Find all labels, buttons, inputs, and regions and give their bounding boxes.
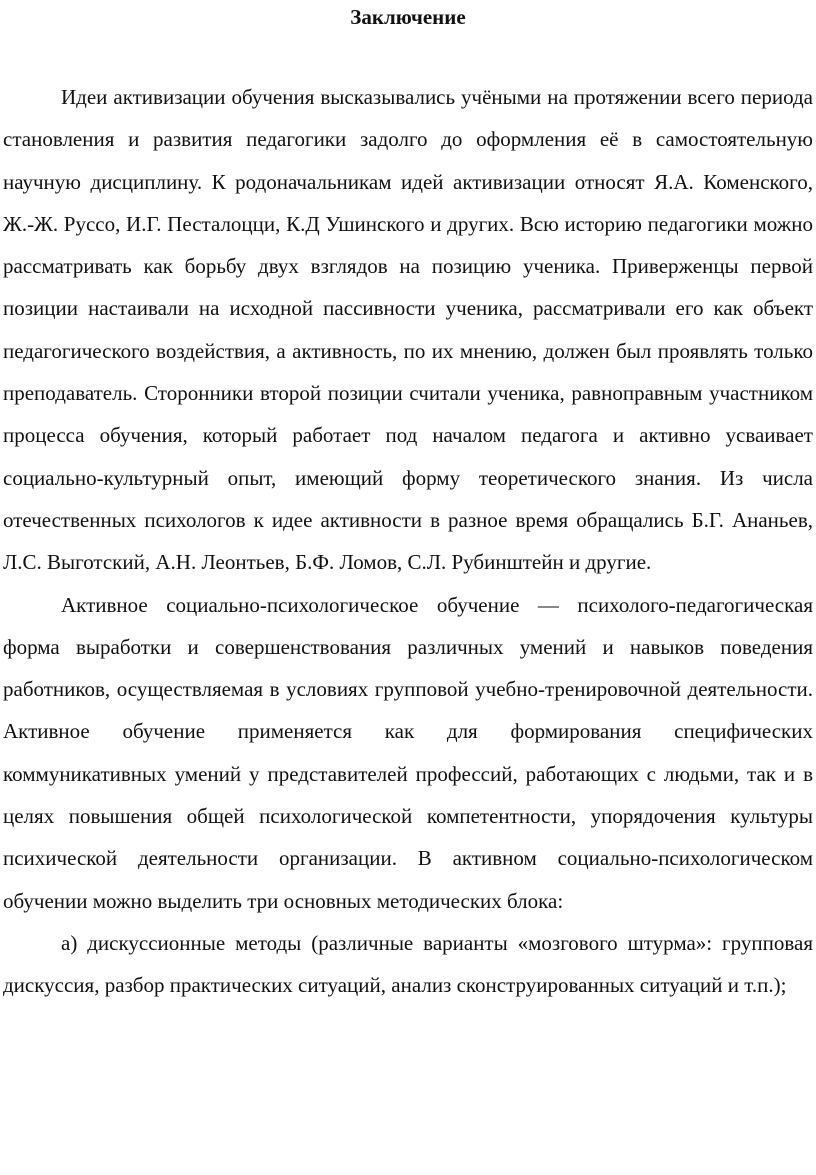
paragraph-active-learning: Активное социально-психологическое обучение — психолого-педагогическая форма выработки и совершенствования различных умений и навыков поведения работников, осуществляемая в условиях групповой учебно-тренировочной деятельности. Активное обучение применяется как для формирования специфических коммуникативных умений у представителей профессий, работающих с людьми, так и в целях повышения общей психологической компетентности, упорядочения культуры психической деятельности организации. В активном социально-психологическом обучении можно выделить три основных методических блока: [3, 592, 813, 913]
paragraph-discussion-methods: а) дискуссионные методы (различные варианты «мозгового штурма»: групповая дискуссия, разбор практических ситуаций, анализ сконструированных ситуаций и т.п.); [3, 930, 813, 998]
document-title: Заключение [350, 5, 466, 29]
paragraph-history: Идеи активизации обучения высказывались учёными на протяжении всего периода становления и развития педагогики задолго до оформления её в самостоятельную научную дисциплину. К родоначальникам идей активизации относят Я.А. Коменского, Ж.-Ж. Руссо, И.Г. Песталоцци, К.Д Ушинского и других. Всю историю педагогики можно рассматривать как борьбу двух взглядов на позицию ученика. Приверженцы первой позиции настаивали на исходной пассивности ученика, рассматривали его как объект педагогического воздействия, а активность, по их мнению, должен был проявлять только преподаватель. Сторонники второй позиции считали ученика, равноправным участником процесса обучения, который работает под началом педагога и активно усваивает социально-культурный опыт, имеющий форму теоретического знания. Из числа отечественных психологов к идее активности в разное время обращались Б.Г. Ананьев, Л.С. Выготский, А.Н. Леонтьев, Б.Ф. Ломов, С.Л. Рубинштейн и другие. [3, 85, 813, 575]
title-spacer [3, 42, 813, 76]
